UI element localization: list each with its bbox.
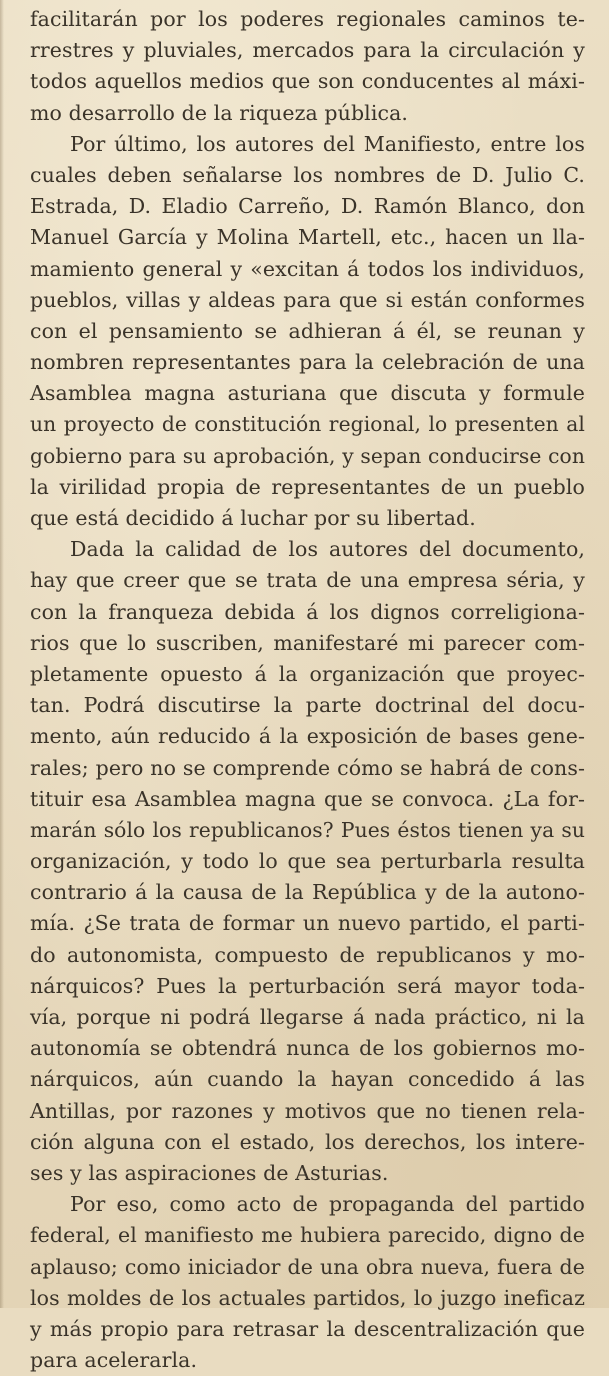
text-line: mía. ¿Se trata de formar un nuevo partido, el parti- (30, 911, 585, 936)
text-line: con la franqueza debida á los dignos correligiona- (30, 599, 585, 624)
paragraph-3 (30, 534, 585, 1189)
text-line: do autonomista, compuesto de republicanos y mo- (30, 942, 585, 967)
text-line: mento, aún reducido á la exposición de bases gene- (30, 724, 585, 749)
text-line: marán sólo los republicanos? Pues éstos tienen ya su (30, 817, 585, 842)
text-line: hay que creer que se trata de una empresa séria, y (30, 568, 585, 593)
text-line: organización, y todo lo que sea perturbarla resulta (30, 849, 585, 874)
text-line: federal, el manifiesto me hubiera parecido, digno de (30, 1223, 585, 1248)
text-line: nombren representantes para la celebración de una (30, 350, 585, 375)
text-line: que está decidido á luchar por su libertad. (30, 506, 476, 530)
text-line: autonomía se obtendrá nunca de los gobiernos mo- (30, 1036, 585, 1061)
page-left-edge-shadow (0, 0, 4, 1308)
text-line: Estrada, D. Eladio Carreño, D. Ramón Blanco, don (30, 194, 585, 219)
text-line: mamiento general y «excitan á todos los individuos, (30, 256, 585, 281)
text-line: pueblos, villas y aldeas para que si están conformes (30, 287, 585, 312)
text-line: mo desarrollo de la riqueza pública. (30, 100, 409, 125)
text-line: nárquicos, aún cuando la hayan concedido á las (30, 1067, 585, 1092)
text-line: nárquicos? Pues la perturbación será mayor toda- (30, 973, 585, 998)
text-line: Antillas, por razones y motivos que no tienen rela- (30, 1098, 585, 1123)
text-line: ción alguna con el estado, los derechos, los intere- (30, 1129, 585, 1154)
text-line: Por último, los autores del Manifiesto, entre los (70, 131, 585, 156)
text-line: contrario á la causa de la República y de la autono- (30, 880, 585, 905)
text-line: rios que lo suscriben, manifestaré mi parecer com- (30, 630, 585, 655)
text-line: Dada la calidad de los autores del documento, (70, 537, 585, 562)
text-line: los moldes de los actuales partidos, lo juzgo ineficaz (30, 1285, 585, 1310)
document-body (30, 4, 585, 1376)
text-line: gobierno para su aprobación, y sepan conducirse con (30, 443, 585, 468)
text-line: cuales deben señalarse los nombres de D. Julio C. (30, 162, 585, 187)
paragraph-1 (30, 4, 585, 129)
text-line: con el pensamiento se adhieran á él, se reunan y (30, 318, 585, 343)
text-line: facilitarán por los poderes regionales caminos te- (30, 7, 585, 31)
text-line: pletamente opuesto á la organización que proyec- (30, 661, 585, 686)
text-line: Manuel García y Molina Martell, etc., hacen un lla- (30, 225, 585, 250)
text-line: Asamblea magna asturiana que discuta y formule (30, 381, 585, 406)
paragraph-4 (30, 1189, 585, 1376)
text-line: tan. Podrá discutirse la parte doctrinal del docu- (30, 693, 585, 718)
text-line: la virilidad propia de representantes de un pueblo (30, 474, 585, 499)
text-line: rales; pero no se comprende cómo se habrá de cons- (30, 755, 585, 780)
text-line: vía, porque ni podrá llegarse á nada práctico, ni la (30, 1005, 585, 1029)
paragraph-2 (30, 129, 585, 534)
text-line: todos aquellos medios que son conducentes al máxi- (30, 69, 585, 94)
text-line: Por eso, como acto de propaganda del partido (70, 1192, 585, 1217)
text-line: rrestres y pluviales, mercados para la circulación y (30, 38, 585, 63)
text-line: un proyecto de constitución regional, lo presenten al (30, 412, 585, 437)
text-line: tituir esa Asamblea magna que se convoca. ¿La for- (30, 786, 585, 811)
text-line: aplauso; como iniciador de una obra nueva, fuera de (30, 1254, 585, 1279)
text-line: ses y las aspiraciones de Asturias. (30, 1160, 389, 1185)
text-line: y más propio para retrasar la descentralización que (30, 1316, 585, 1341)
text-line: para acelerarla. (30, 1348, 198, 1373)
